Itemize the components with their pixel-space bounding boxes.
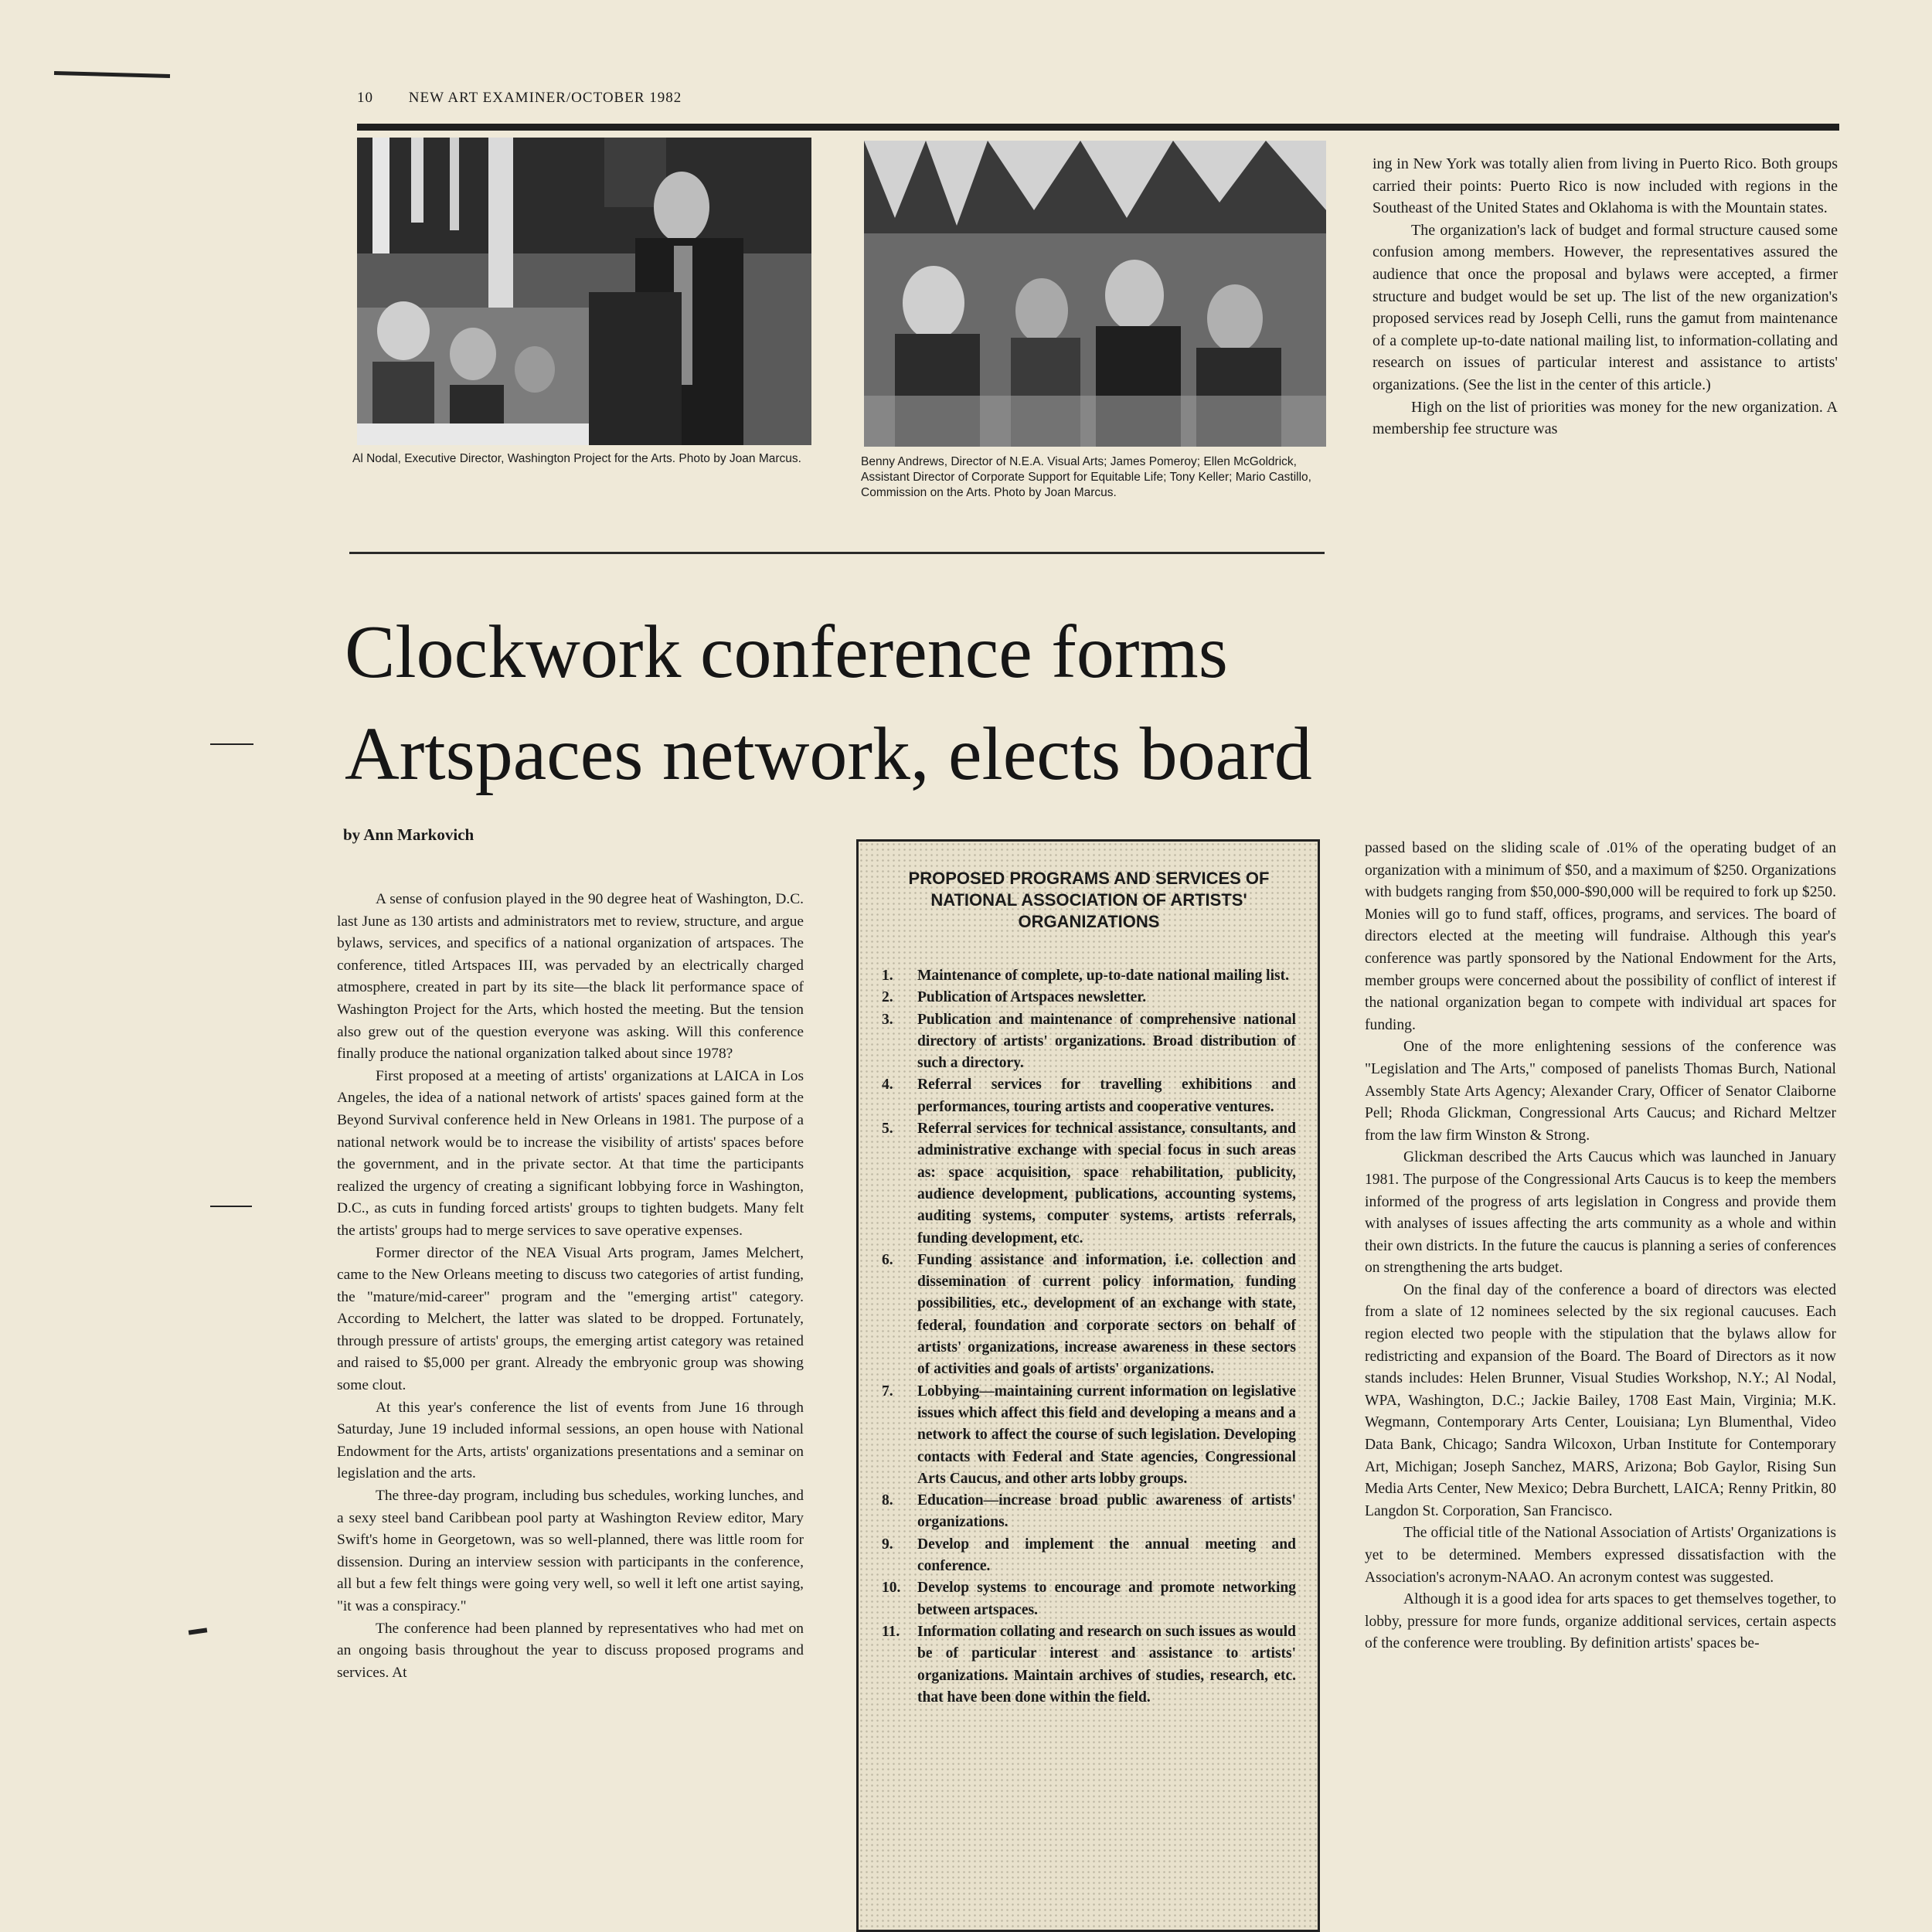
- headline-line: Artspaces network, elects board: [345, 713, 1312, 796]
- paragraph: On the final day of the conference a board of directors was elected from a slate of 12 nominees selected by the six regional caucuses. Each region elected two people with the stipulation that the bylaws allow for redistricting and expansion of the Board. The Board of Directors as it now stands includes: Helen Brunner, Visual Studies Workshop, N.Y.; Al Nodal, WPA, Washington, D.C.; Jackie Bailey, 1708 East Main, Virginia; M.K. Wegmann, Contemporary Arts Center, Louisiana; Lyn Blumenthal, Video Data Bank, Chicago; Sandra Wilcoxon, Urban Institute for Contemporary Art, Michigan; Joseph Sanchez, MARS, Arizona; Bob Gaylor, Rising Sun Media Arts Center, New Mexico; Debra Burchett, LAICA; Renny Pritkin, 80 Langdon St. Corporation, San Francisco.: [1365, 1281, 1836, 1519]
- top-right-column: [1372, 153, 1838, 440]
- paragraph: Former director of the NEA Visual Arts program, James Melchert, came to the New Orleans meeting to discuss two categories of artist funding, the "mature/mid-career" program and the "emerging artist" category. According to Melchert, the latter was slated to be dropped. Fortunately, through pressure of artists' groups, the emerging artist category was retained and raised to $5,000 per grant. Already the embryonic group was showing some clout.: [337, 1244, 804, 1394]
- page-header: [357, 90, 713, 107]
- program-item: 11. Information collating and research on such issues as would be of particular interest and assistance to artists' organizations. Maintain archives of studies, research, etc. that have been done within the field.: [882, 1623, 1296, 1706]
- paragraph: High on the list of priorities was money for the new organization. A membership fee structure was: [1372, 398, 1838, 438]
- programs-list: [882, 965, 1296, 1709]
- paragraph: Although it is a good idea for arts spaces to get themselves together, to lobby, pressure for more funds, organize additional services, certain aspects of the conference were troubling. By definition artists' spaces be-: [1365, 1591, 1836, 1652]
- photo-panel-group: [864, 141, 1326, 447]
- publication-line: NEW ART EXAMINER/OCTOBER 1982: [408, 90, 682, 106]
- headline-line: Clockwork conference forms: [345, 611, 1228, 694]
- paragraph: The three-day program, including bus schedules, working lunches, and a sexy steel band Caribbean pool party at Washington Review editor, Mary Swift's home in Georgetown, was so well-planned, there was little room for dissension. During an interview session with participants in the conference, all but a few felt things were going very well, so well it left one artist saying, "it was a conspiracy.": [337, 1488, 804, 1614]
- paragraph: At this year's conference the list of events from June 16 through Saturday, June 19 included informal sessions, an open house with National Endowment for the Arts, artists' organizations presentations and a seminar on legislation and the arts.: [337, 1399, 804, 1482]
- program-item: 10. Develop systems to encourage and promote networking between artspaces.: [882, 1580, 1296, 1618]
- programs-box-title: PROPOSED PROGRAMS AND SERVICES OF NATIONAL ASSOCIATION OF ARTISTS' ORGANIZATIONS: [908, 869, 1270, 931]
- paragraph: The conference had been planned by representatives who had met on an ongoing basis throughout the year to discuss proposed programs and services. At: [337, 1620, 804, 1681]
- margin-mark: [189, 1628, 208, 1634]
- page-number: 10: [357, 90, 373, 106]
- program-item: 7. Lobbying—maintaining current information on legislative issues which affect this field and developing a means and a network to affect the course of such legislation. Developing contacts with Federal and State agencies, Congressional Arts Caucus, and other arts lobby groups.: [882, 1383, 1296, 1487]
- headline: [345, 601, 1312, 805]
- header-rule: [357, 124, 1839, 131]
- paragraph: The organization's lack of budget and formal structure caused some confusion among members. However, the representatives assured the audience that once the proposal and bylaws were accepted, a firmer structure and budget would be set up. The list of the new organization's proposed services read by Joseph Celli, runs the gamut from maintenance of a complete up-to-date national mailing list, to information-collating and research on issues of particular interest and assistance to artists' organizations. (See the list in the center of this article.): [1372, 221, 1838, 393]
- margin-mark: [54, 71, 170, 78]
- program-item: 4. Referral services for travelling exhibitions and performances, touring artists and cooperative ventures.: [882, 1077, 1296, 1115]
- paragraph: passed based on the sliding scale of .01% of the operating budget of an organization with a minimum of $50, and a maximum of $250. Organizations with budgets ranging from $50,000-$90,000 will be required to fork up $250. Monies will go to fund staff, offices, programs, and services. The board of directors elected at the meeting will fundraise. Although this year's conference was partly sponsored by the National Endowment for the Arts, member groups were concerned about the possibility of conflict of interest if the national organization began to compete with individual art spaces for funding.: [1365, 840, 1836, 1033]
- program-item: 9. Develop and implement the annual meeting and conference.: [882, 1536, 1296, 1575]
- photo-caption: Benny Andrews, Director of N.E.A. Visual Arts; James Pomeroy; Ellen McGoldrick, Assistant Director of Corporate Support for Equitable Life; Tony Keller; Mario Castillo, Commission on the Arts. Photo by Joan Marcus.: [861, 455, 1311, 499]
- margin-mark: [210, 743, 253, 745]
- program-item: 5. Referral services for technical assistance, consultants, and administrative exchange with special focus in such areas as: space acquisition, space rehabilitation, publicity, audience development, publications, accounting systems, auditing systems, computer systems, artists referrals, funding development, etc.: [882, 1121, 1296, 1247]
- program-item: 3. Publication and maintenance of comprehensive national directory of artists' organizations. Broad distribution of such a directory.: [882, 1011, 1296, 1072]
- paragraph: The official title of the National Association of Artists' Organizations is yet to be determined. Members expressed dissatisfaction with the Association's acronym-NAAO. An acronym contest was suggested.: [1365, 1525, 1836, 1586]
- left-column: [337, 889, 804, 1684]
- photo-al-nodal: [357, 138, 811, 445]
- section-rule: [349, 552, 1325, 554]
- program-item: 1. Maintenance of complete, up-to-date national mailing list.: [882, 968, 1289, 984]
- paragraph: Glickman described the Arts Caucus which was launched in January 1981. The purpose of the Congressional Arts Caucus is to keep the members informed of the progress of arts legislation in Congress and provide them with analyses of issues affecting the arts community as a whole and within their own districts. In the future the caucus is planning a series of conferences on strengthening the arts budget.: [1365, 1149, 1836, 1277]
- paragraph: One of the more enlightening sessions of the conference was "Legislation and The Arts," composed of panelists Thomas Burch, National Assembly State Arts Agency; Alexander Crary, Officer of Senator Claiborne Pell; Rhoda Glickman, Congressional Arts Caucus; and Richard Meltzer from the law firm Winston & Strong.: [1365, 1039, 1836, 1144]
- program-item: 2. Publication of Artspaces newsletter.: [882, 989, 1147, 1006]
- paragraph: A sense of confusion played in the 90 degree heat of Washington, D.C. last June as 130 artists and administrators met to review, structure, and argue bylaws, services, and specifics of a national organization of artspaces. The conference, titled Artspaces III, was pervaded by an electrically charged atmosphere, created in part by its site—the black lit performance space of Washington Project for the Arts, which hosted the meeting. But the tension also grew out of the question everyone was asking. Will this conference finally produce the national organization talked about since 1978?: [337, 891, 804, 1063]
- photo-caption: Al Nodal, Executive Director, Washington Project for the Arts. Photo by Joan Marcus.: [352, 452, 801, 465]
- right-column: [1365, 838, 1836, 1655]
- paragraph: ing in New York was totally alien from living in Puerto Rico. Both groups carried their points: Puerto Rico is now included with regions in the Southeast of the United States and Oklahoma is with the Mountain states.: [1372, 155, 1838, 217]
- programs-box: [856, 839, 1320, 1932]
- program-item: 8. Education—increase broad public awareness of artists' organizations.: [882, 1492, 1296, 1531]
- paragraph: First proposed at a meeting of artists' organizations at LAICA in Los Angeles, the idea of a national network of artists' spaces gained form at the Beyond Survival conference held in New Orleans in 1981. The purpose of a national network would be to increase the visibility of artists' spaces before the government, and in the private sector. At that time the participants realized the urgency of creating a significant lobbying force in Washington, D.C., as cuts in funding forced artists' groups to tighten budgets. Many felt the artists' groups had to merge services to save operative expenses.: [337, 1067, 804, 1239]
- margin-mark: [210, 1206, 252, 1207]
- byline: by Ann Markovich: [343, 825, 474, 844]
- program-item: 6. Funding assistance and information, i.e. collection and dissemination of current policy information, funding possibilities, etc., development of an exchange with state, federal, foundation and corporate sectors on behalf of artists' organizations, increase awareness in these sectors of activities and goals of artists' organizations.: [882, 1251, 1296, 1378]
